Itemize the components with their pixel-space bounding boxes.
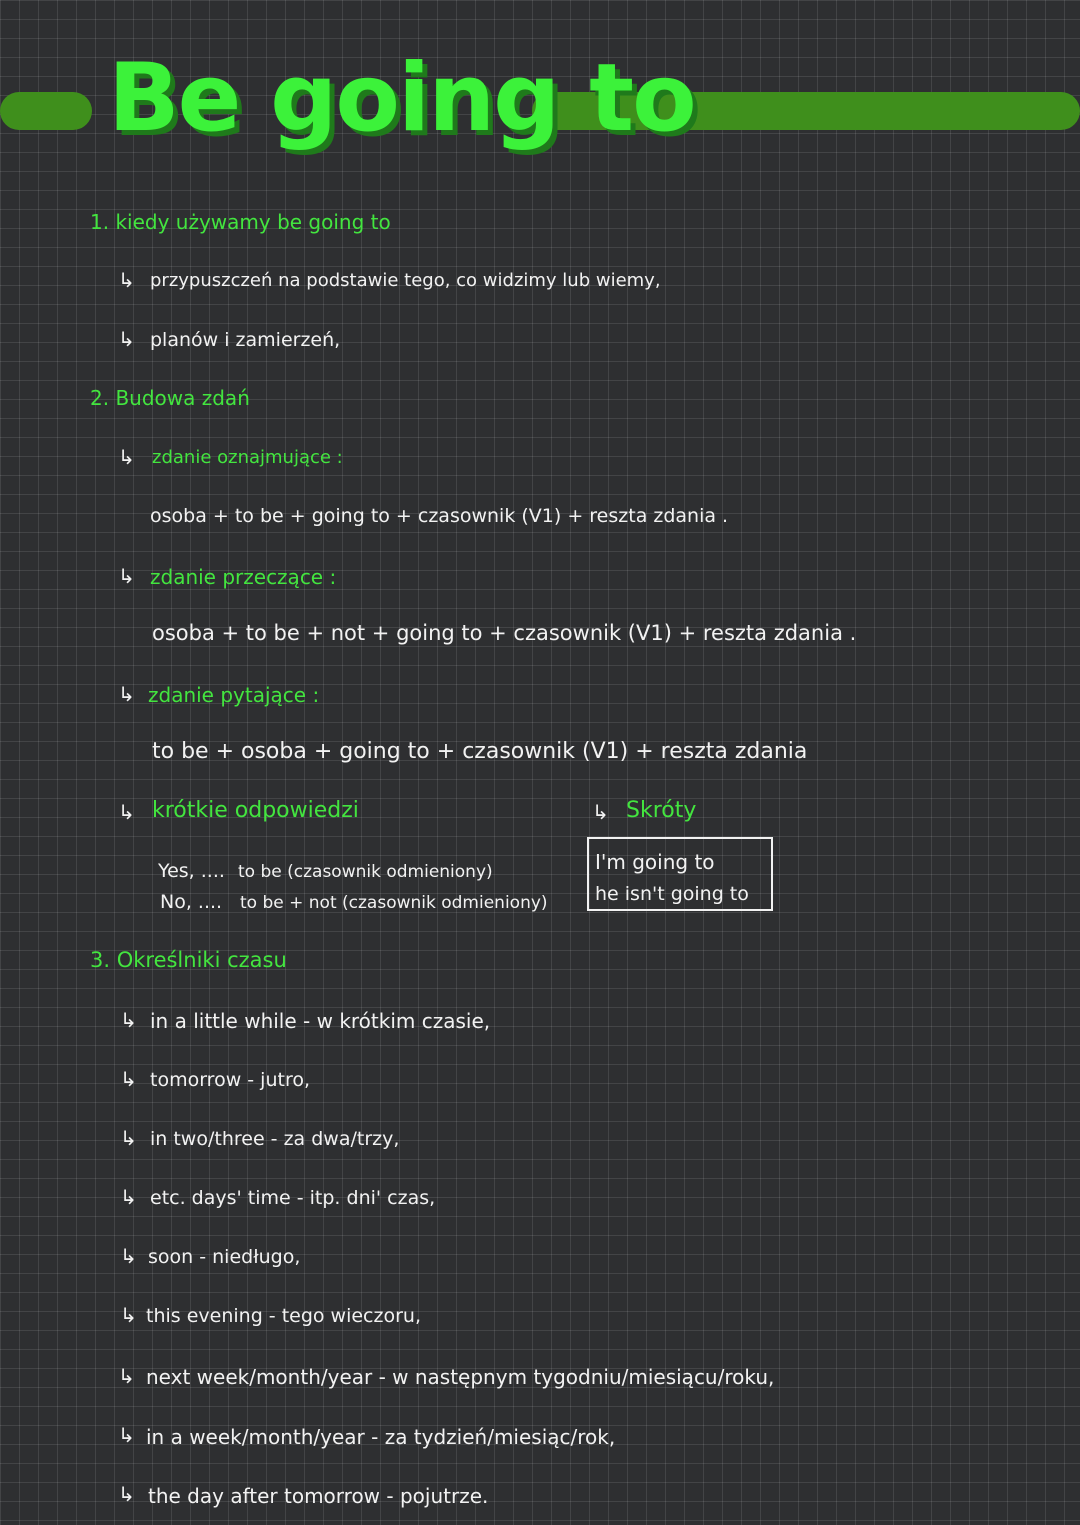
arrow-icon: ↳ [120,1185,137,1209]
arrow-icon: ↳ [118,682,135,706]
contraction-line-1: I'm going to [595,850,715,874]
arrow-icon: ↳ [118,1364,135,1388]
arrow-icon: ↳ [118,1423,135,1447]
list-item: soon - niedługo, [148,1246,301,1268]
affirmative-label: zdanie oznajmujące : [152,447,343,468]
question-formula: to be + osoba + going to + czasownik (V1) + reszta zdania [152,739,808,764]
arrow-icon: ↳ [120,1067,137,1091]
list-item: tomorrow - jutro, [150,1069,311,1091]
list-item: in two/three - za dwa/trzy, [150,1128,400,1150]
short-answer-no-word: No, .... [160,891,223,913]
section-1-heading: 1. kiedy używamy be going to [90,210,391,234]
list-item: przypuszczeń na podstawie tego, co widzimy lub wiemy, [150,270,661,291]
arrow-icon: ↳ [120,1303,137,1327]
arrow-icon: ↳ [120,1126,137,1150]
section-3-heading: 3. Określniki czasu [90,948,287,972]
contraction-line-2: he isn't going to [595,883,749,905]
short-answer-yes-word: Yes, .... [158,860,225,882]
negative-label: zdanie przeczące : [150,565,337,589]
page-title: Be going to [108,44,695,153]
list-item: the day after tomorrow - pojutrze. [148,1484,489,1508]
list-item: in a week/month/year - za tydzień/miesiąc/rok, [146,1425,616,1449]
short-answer-no-text: to be + not (czasownik odmieniony) [240,893,548,913]
arrow-icon: ↳ [118,1482,135,1506]
arrow-icon: ↳ [120,1008,137,1032]
arrow-icon: ↳ [118,327,135,351]
arrow-icon: ↳ [118,445,135,469]
list-item: next week/month/year - w następnym tygodniu/miesiącu/roku, [146,1365,775,1389]
negative-formula: osoba + to be + not + going to + czasownik (V1) + reszta zdania . [152,621,857,645]
section-2-heading: 2. Budowa zdań [90,386,250,410]
question-label: zdanie pytające : [148,683,320,707]
list-item: planów i zamierzeń, [150,329,341,351]
title-highlight-left [0,92,92,130]
short-answers-label: krótkie odpowiedzi [152,798,359,823]
arrow-icon: ↳ [592,800,609,824]
list-item: etc. days' time - itp. dni' czas, [150,1187,436,1209]
list-item: in a little while - w krótkim czasie, [150,1009,491,1033]
arrow-icon: ↳ [118,268,135,292]
short-answer-yes-text: to be (czasownik odmieniony) [238,862,493,882]
arrow-icon: ↳ [118,564,135,588]
affirmative-formula: osoba + to be + going to + czasownik (V1) + reszta zdania . [150,505,729,527]
list-item: this evening - tego wieczoru, [146,1305,421,1327]
arrow-icon: ↳ [118,800,135,824]
contractions-label: Skróty [626,798,697,823]
arrow-icon: ↳ [120,1244,137,1268]
